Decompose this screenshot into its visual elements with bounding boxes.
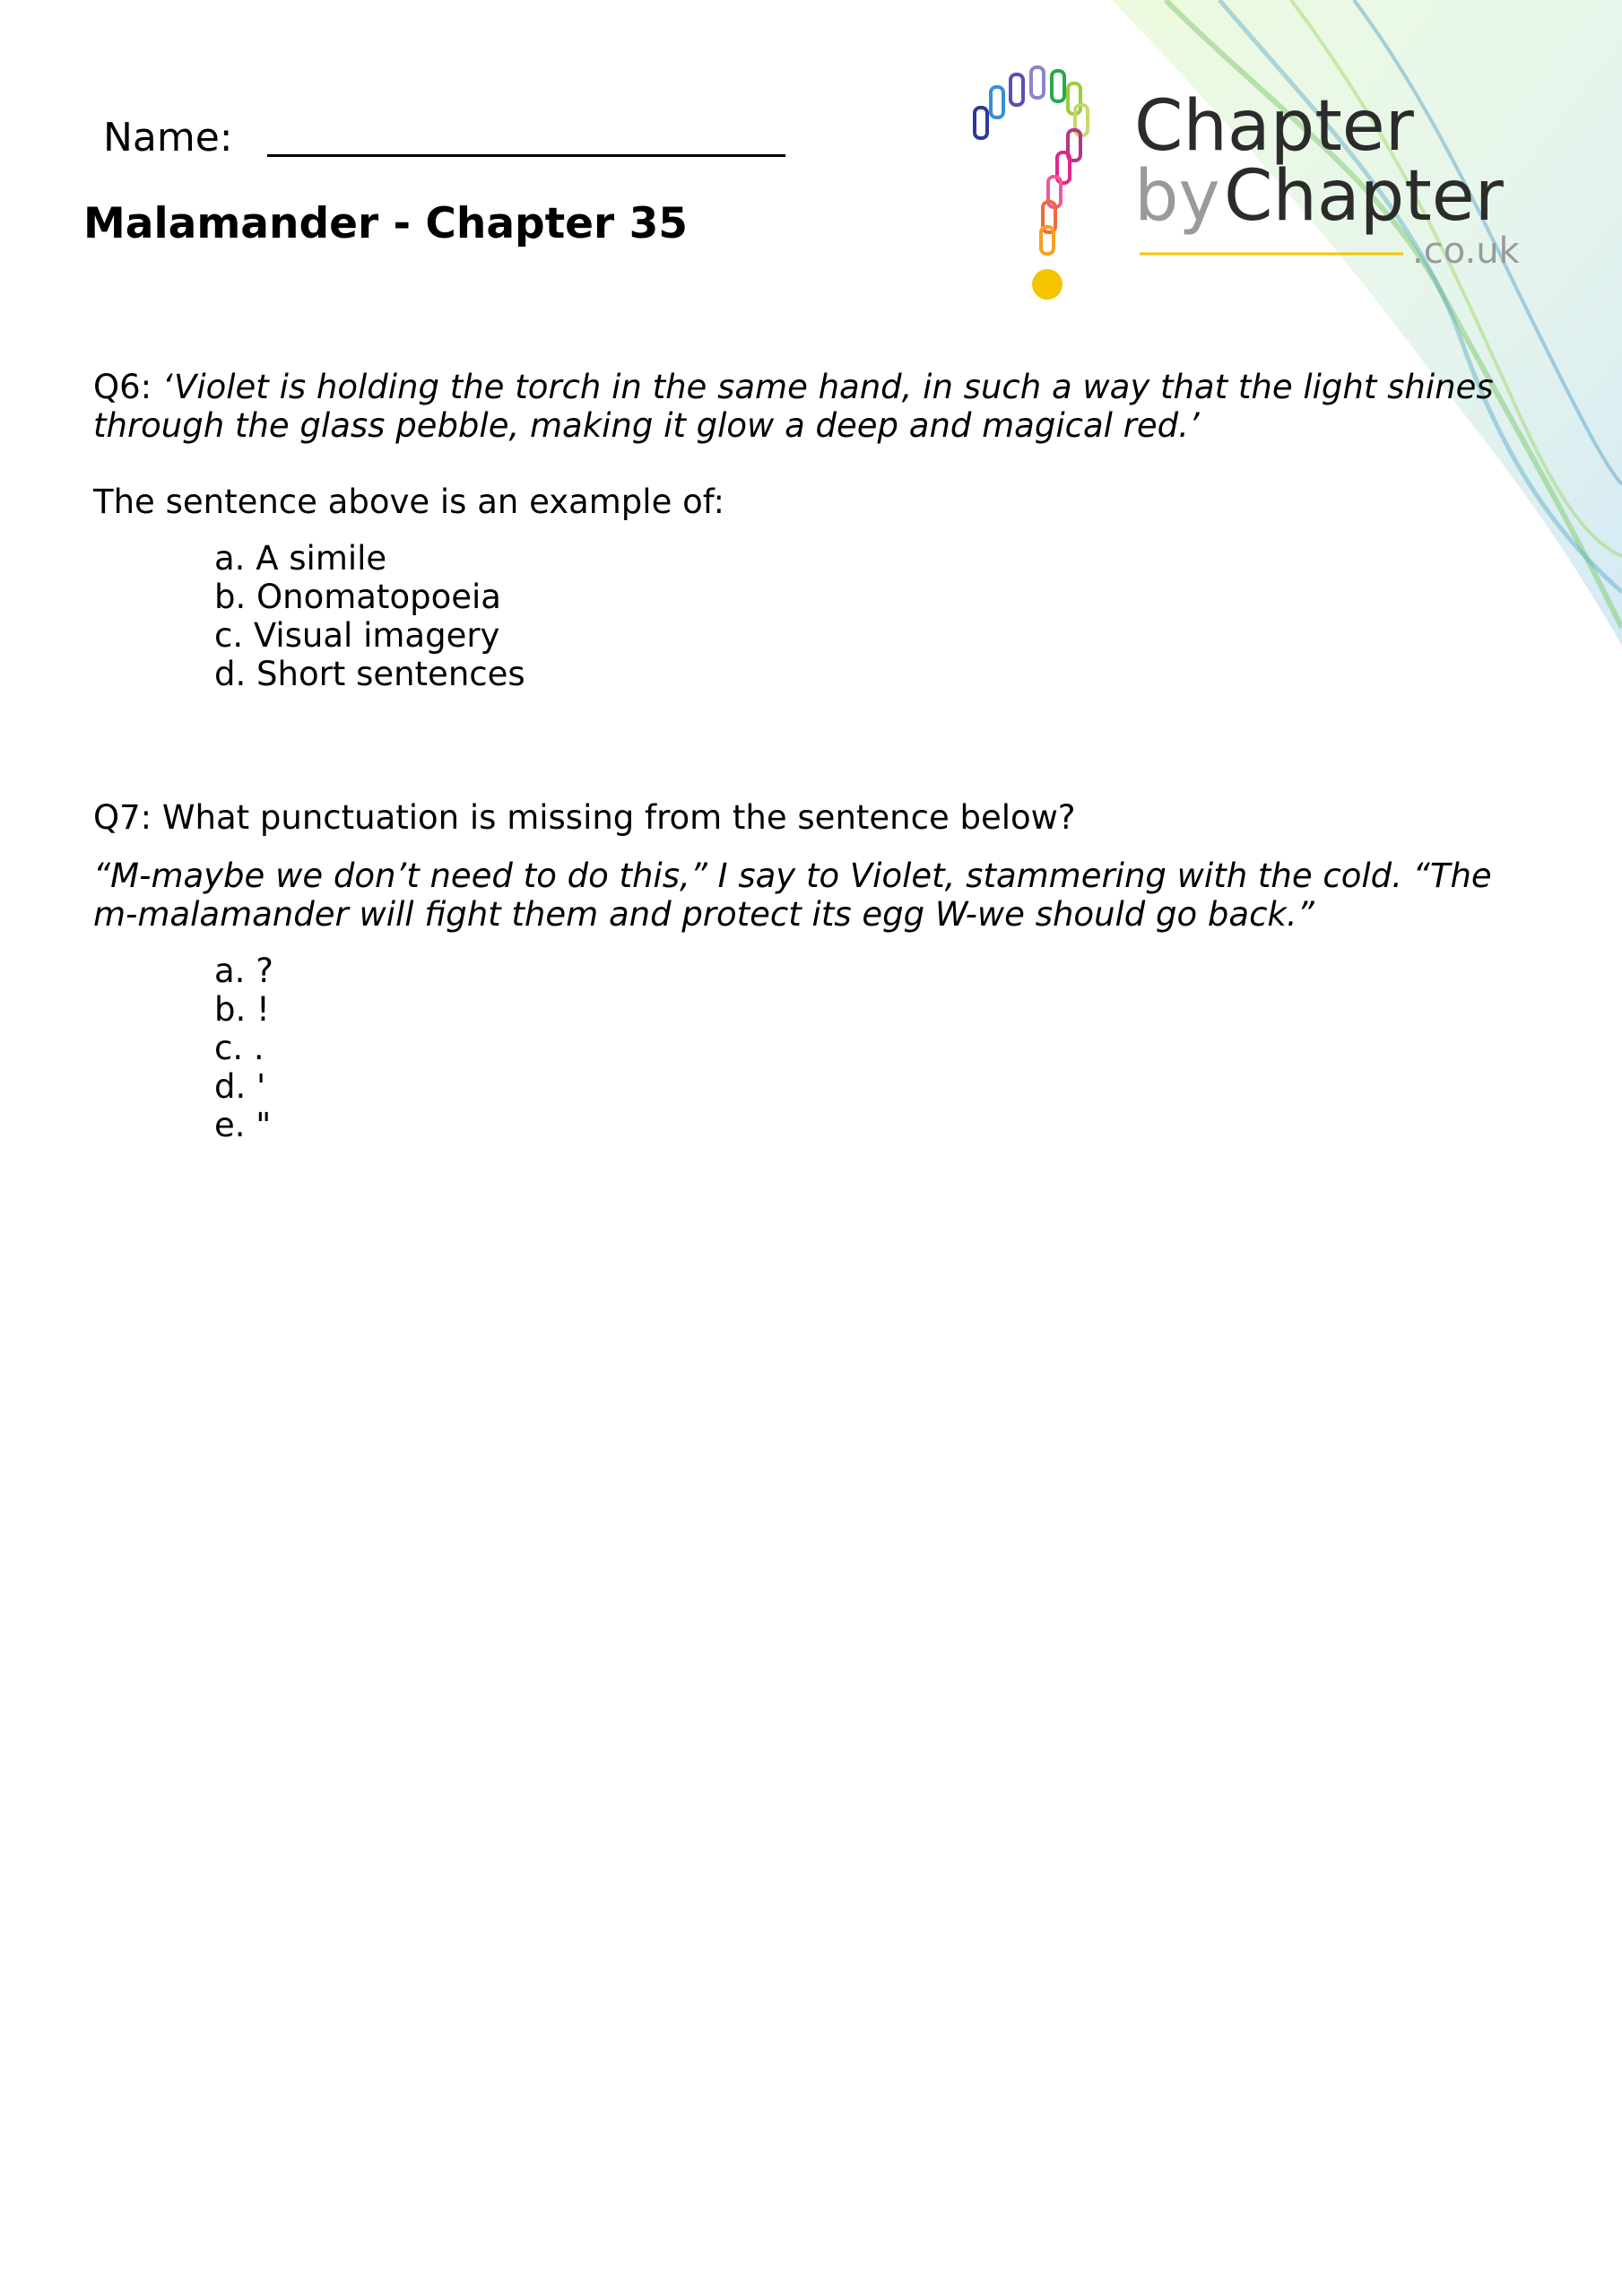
option-item[interactable]: b. !: [214, 990, 270, 1029]
option-item[interactable]: a. ?: [214, 952, 273, 990]
option-item[interactable]: b. Onomatopoeia: [214, 578, 501, 616]
question-6-text: [93, 368, 1510, 445]
name-row: [103, 115, 785, 161]
option-item[interactable]: c. Visual imagery: [214, 616, 500, 655]
question-mark-of-books-icon: [975, 67, 1088, 300]
question-7-question: What punctuation is missing from the sentence below?: [161, 798, 1076, 837]
option-item[interactable]: d. ': [214, 1067, 266, 1106]
question-6-options: [214, 539, 1510, 693]
question-6-label: Q6:: [93, 368, 152, 406]
question-7: [93, 798, 1546, 1144]
question-6: [93, 368, 1510, 693]
question-7-text: [93, 798, 1546, 837]
question-7-quote: “M-maybe we don’t need to do this,” I say to Violet, stammering with the cold. “The m-malamander will fight them and protect its egg W-we should go back.”: [93, 857, 1492, 934]
name-blank-line[interactable]: [267, 115, 785, 157]
logo-line-2-b: Chapter: [1224, 156, 1504, 237]
logo-line-2-a: by: [1134, 156, 1220, 237]
question-6-quote: ‘Violet is holding the torch in the same hand, in such a way that the light shines through the glass pebble, making it glow a deep and magical red.’: [93, 368, 1494, 445]
question-7-options: [214, 952, 1546, 1144]
option-item[interactable]: c. .: [214, 1029, 265, 1067]
logo-line-1: Chapter: [1134, 86, 1414, 167]
option-item[interactable]: a. A simile: [214, 539, 387, 578]
page-title: Malamander - Chapter 35: [83, 199, 688, 248]
question-7-label: Q7:: [93, 798, 152, 837]
option-item[interactable]: e. ": [214, 1106, 272, 1144]
chapter-by-chapter-logo: [964, 49, 1556, 318]
name-label: Name:: [103, 115, 233, 161]
question-6-prompt: The sentence above is an example of:: [93, 483, 724, 521]
option-item[interactable]: d. Short sentences: [214, 655, 525, 693]
logo-domain: .co.uk: [1412, 230, 1520, 272]
